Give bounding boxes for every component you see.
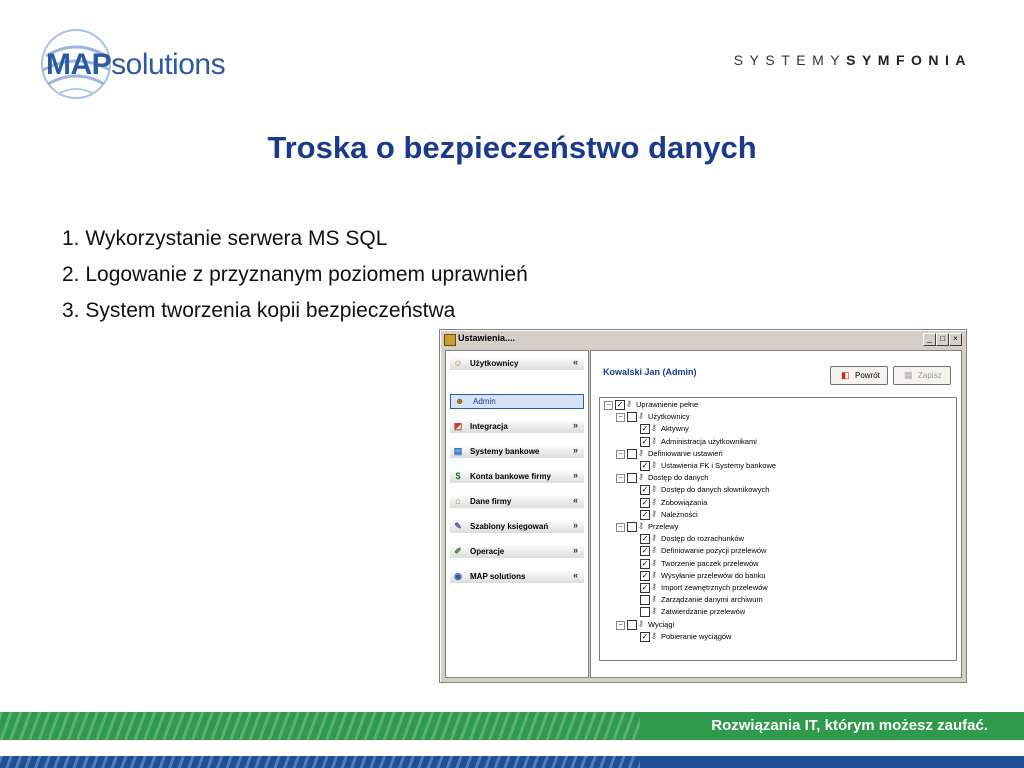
settings-window: [439, 329, 967, 683]
minimize-button[interactable]: _: [923, 333, 936, 346]
permission-key-icon: ⚷: [651, 594, 657, 604]
tree-collapse-icon[interactable]: −: [616, 450, 625, 459]
tree-node-label: Dostęp do danych słownikowych: [661, 485, 770, 495]
permission-key-icon: ⚷: [651, 606, 657, 616]
chevron-down-icon[interactable]: »: [572, 545, 578, 555]
permission-key-icon: ⚷: [651, 545, 657, 555]
window-titlebar[interactable]: [442, 332, 964, 347]
close-button[interactable]: ×: [949, 333, 962, 346]
permission-key-icon: ⚷: [638, 411, 644, 421]
tree-collapse-icon[interactable]: −: [616, 474, 625, 483]
permission-key-icon: ⚷: [651, 582, 657, 591]
tree-node-label: Użytkownicy: [648, 412, 690, 422]
tree-node-label: Ustawienia FK i Systemy bankowe: [661, 461, 777, 470]
tree-checkbox[interactable]: ✓: [641, 424, 649, 434]
permission-key-icon: ⚷: [651, 460, 657, 469]
user-icon: ☻: [455, 396, 465, 406]
tree-checkbox[interactable]: ✓: [616, 400, 624, 409]
settings-nav-panel: [445, 350, 589, 678]
group-label: Konta bankowe firmy: [470, 472, 551, 481]
permission-key-icon: ⚷: [651, 496, 657, 506]
tree-checkbox[interactable]: ✓: [641, 546, 649, 556]
permissions-panel: [590, 350, 962, 678]
tree-checkbox[interactable]: ✓: [641, 558, 649, 568]
nav-item-label: Admin: [473, 397, 496, 406]
tree-checkbox[interactable]: [640, 607, 650, 617]
app-icon: [444, 334, 456, 346]
tree-checkbox[interactable]: ✓: [641, 461, 649, 470]
chevron-down-icon[interactable]: »: [572, 420, 578, 430]
tree-checkbox[interactable]: ✓: [641, 534, 649, 544]
save-button-label: Zapisz: [918, 371, 942, 380]
permission-key-icon: ⚷: [651, 557, 657, 567]
group-label: Dane firmy: [470, 497, 512, 506]
permission-key-icon: ⚷: [651, 630, 657, 640]
tree-checkbox[interactable]: [627, 449, 637, 459]
tree-checkbox[interactable]: ✓: [641, 436, 649, 446]
chevron-down-icon[interactable]: »: [572, 445, 578, 455]
integration-icon: ◩: [453, 421, 463, 431]
group-konta-bankowe-firmy[interactable]: [450, 469, 584, 483]
tree-collapse-icon[interactable]: −: [616, 413, 625, 422]
tree-checkbox[interactable]: ✓: [641, 497, 649, 507]
save-button[interactable]: [893, 366, 951, 385]
tree-checkbox[interactable]: ✓: [641, 509, 649, 519]
permission-key-icon: ⚷: [651, 423, 657, 433]
tree-checkbox[interactable]: ✓: [641, 485, 649, 495]
chevron-down-icon[interactable]: »: [572, 470, 578, 480]
logo-map: MAP: [46, 48, 112, 81]
group-uzytkownicy[interactable]: [450, 356, 584, 370]
tree-node-label: Tworzenie paczek przelewów: [661, 558, 759, 568]
tree-node-label: Uprawnienie pełne: [636, 400, 699, 409]
templates-icon: ✎: [454, 521, 462, 531]
chevron-up-icon[interactable]: «: [572, 357, 578, 367]
group-label: MAP solutions: [470, 572, 526, 581]
bank-systems-icon: ▤: [453, 446, 463, 456]
group-szablony-ksiegowan[interactable]: [450, 519, 584, 533]
tree-node-label: Dostęp do danych: [648, 473, 709, 483]
back-button[interactable]: [830, 366, 888, 385]
window-title: Ustawienia....: [458, 333, 516, 343]
group-dane-firmy[interactable]: [450, 494, 584, 508]
chevron-up-icon[interactable]: «: [572, 495, 578, 505]
tree-node-label: Zarządzanie danymi archiwum: [661, 595, 763, 605]
nav-item-admin[interactable]: [450, 394, 584, 409]
footer-slogan: Rozwiązania IT, którym możesz zaufać.: [711, 717, 988, 734]
tree-checkbox[interactable]: [627, 522, 637, 532]
chevron-down-icon[interactable]: »: [572, 520, 578, 530]
tree-checkbox[interactable]: [640, 595, 650, 605]
symfonia-brand: SYMFONIA: [846, 52, 972, 68]
tree-node-label: Aktywny: [661, 424, 689, 434]
tree-node-label: Pobieranie wyciągów: [661, 631, 732, 641]
footer-white-band: [0, 740, 1024, 756]
group-map-solutions[interactable]: [450, 569, 584, 583]
permission-key-icon: ⚷: [626, 399, 632, 408]
group-label: Użytkownicy: [470, 359, 519, 368]
tree-node-label: Dostęp do rozrachunków: [661, 534, 744, 544]
tree-node-label: Zobowiązania: [661, 497, 708, 507]
group-operacje[interactable]: [450, 544, 584, 558]
permissions-tree: [599, 397, 957, 661]
tree-node-label: Import zewnętrznych przelewów: [661, 583, 768, 592]
tree-node-label: Należności: [661, 509, 698, 519]
group-label: Operacje: [470, 547, 505, 556]
permission-key-icon: ⚷: [651, 435, 657, 445]
tree-checkbox[interactable]: ✓: [641, 570, 649, 580]
bullet-1: 1. Wykorzystanie serwera MS SQL: [62, 227, 388, 250]
logo-text: [46, 48, 225, 82]
permission-key-icon: ⚷: [651, 484, 657, 494]
tree-checkbox[interactable]: [627, 412, 637, 422]
group-systemy-bankowe[interactable]: [450, 444, 584, 458]
group-label: Integracja: [470, 422, 508, 431]
tree-collapse-icon[interactable]: −: [616, 523, 625, 532]
footer-blue-stripes: [0, 756, 640, 768]
group-label: Szablony księgowań: [470, 522, 549, 531]
tree-node-label: Definiowanie pozycji przelewów: [661, 546, 767, 556]
user-title: Kowalski Jan (Admin): [603, 367, 697, 377]
operations-icon: ✐: [454, 546, 462, 556]
map-icon: ◉: [454, 571, 462, 581]
tree-checkbox[interactable]: ✓: [641, 583, 649, 592]
permission-key-icon: ⚷: [651, 508, 657, 518]
permission-key-icon: ⚷: [638, 447, 644, 457]
map-solutions-logo: [38, 26, 258, 106]
back-button-label: Powrót: [855, 371, 880, 380]
tree-node-label: Administracja użytkownikami: [661, 436, 757, 446]
permission-key-icon: ⚷: [651, 533, 657, 543]
tree-checkbox[interactable]: ✓: [641, 631, 649, 641]
save-icon: ▦: [904, 370, 913, 380]
systemy-symfonia-logo: [734, 52, 972, 68]
tree-node-label: Definiowanie ustawień: [648, 448, 723, 458]
logo-solutions: solutions: [111, 48, 226, 81]
symfonia-prefix: SYSTEMY: [733, 52, 847, 68]
bullet-2: 2. Logowanie z przyznanym poziomem uprawnień: [62, 263, 528, 286]
users-icon: ☺: [453, 358, 463, 368]
slide-title: Troska o bezpieczeństwo danych: [267, 130, 757, 165]
bullet-3: 3. System tworzenia kopii bezpieczeństwa: [62, 299, 456, 322]
chevron-up-icon[interactable]: «: [572, 570, 578, 580]
house-icon: ⌂: [455, 496, 461, 506]
tree-node-label: Wyciągi: [648, 619, 675, 629]
tree-node-label: Przelewy: [648, 522, 679, 531]
tree-checkbox[interactable]: [627, 620, 637, 630]
permission-key-icon: ⚷: [638, 618, 644, 628]
permission-key-icon: ⚷: [651, 569, 657, 579]
footer-stripes: [0, 712, 640, 740]
group-integracja[interactable]: [450, 419, 584, 433]
dollar-icon: $: [455, 471, 461, 481]
tree-checkbox[interactable]: [627, 473, 637, 483]
tree-node-label: Wysyłanie przelewów do banku: [661, 570, 766, 580]
permission-key-icon: ⚷: [638, 472, 644, 482]
maximize-button[interactable]: □: [936, 333, 949, 346]
tree-collapse-icon[interactable]: −: [604, 401, 613, 410]
group-label: Systemy bankowe: [470, 447, 540, 456]
back-arrow-icon: ◧: [841, 370, 850, 380]
tree-node-label: Zatwierdzanie przelewów: [661, 607, 746, 617]
permission-key-icon: ⚷: [638, 521, 644, 530]
tree-collapse-icon[interactable]: −: [616, 621, 625, 630]
